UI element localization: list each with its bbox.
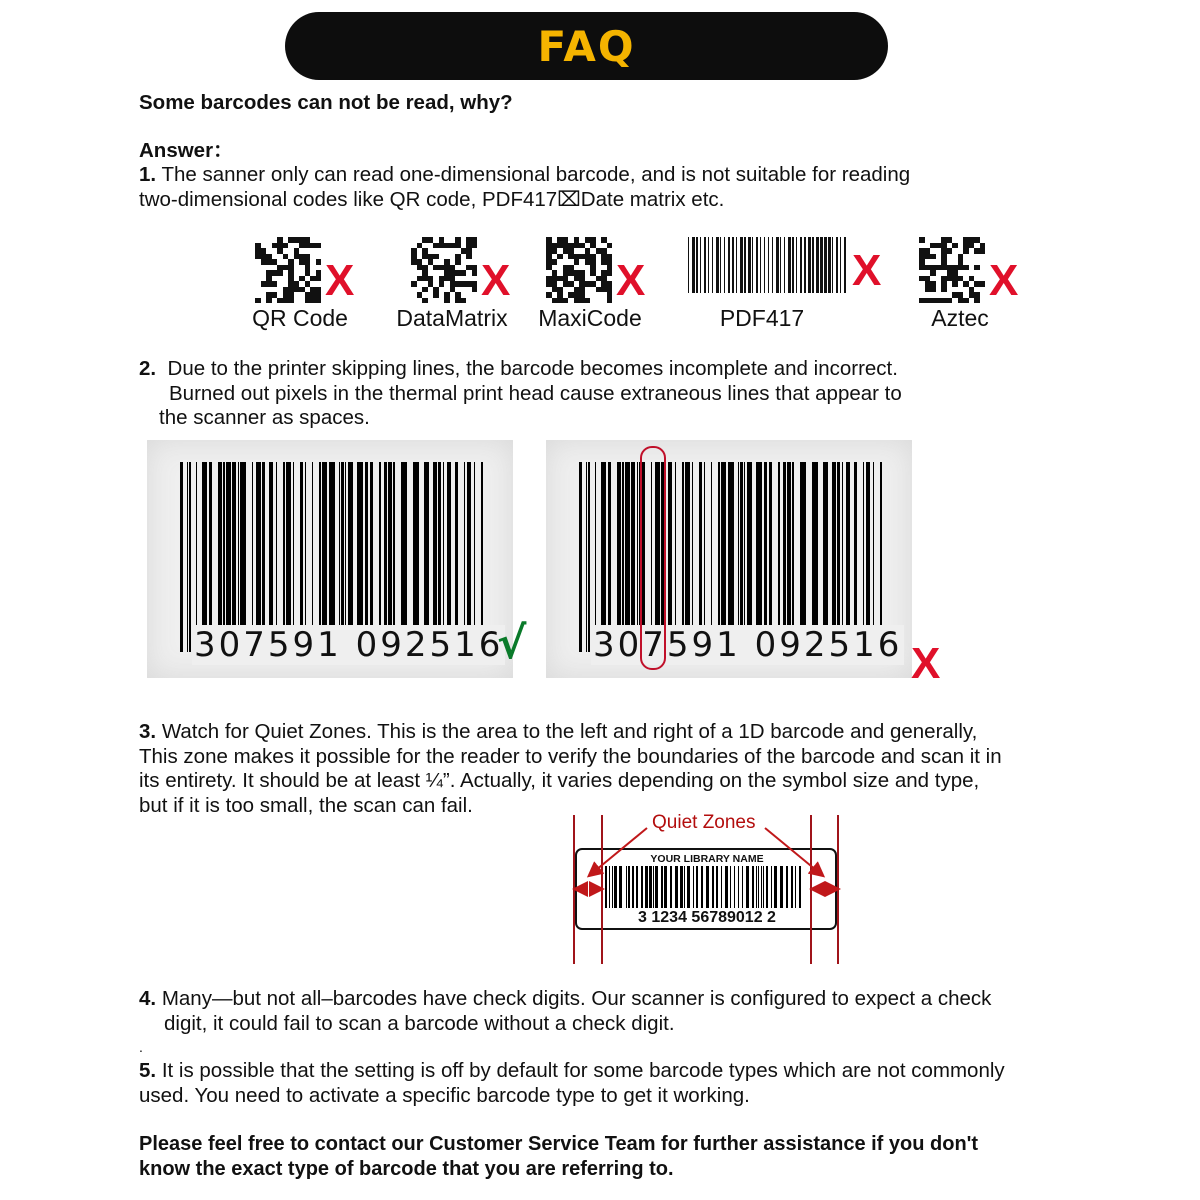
bar (305, 462, 306, 652)
bar (424, 462, 428, 652)
bar (769, 462, 772, 652)
bar (384, 462, 387, 652)
bar (388, 462, 392, 652)
library-name: YOUR LIBRARY NAME (650, 853, 764, 865)
bar (649, 866, 651, 908)
code-type-qr-code (255, 237, 354, 303)
bar (758, 866, 759, 908)
bar (609, 866, 610, 908)
bar (812, 462, 818, 652)
bar (605, 866, 607, 908)
bar (863, 462, 864, 652)
bar (699, 462, 702, 652)
bar (730, 866, 731, 908)
barcode-bad (546, 440, 912, 678)
bar (467, 462, 471, 652)
bar (706, 866, 709, 908)
bar (189, 462, 192, 652)
bar (586, 462, 587, 652)
bar (196, 462, 197, 652)
barcode-bars (579, 462, 889, 652)
bar (763, 866, 764, 908)
bar (628, 866, 630, 908)
quiet-zones-label: Quiet Zones (652, 812, 756, 833)
datamatrix-icon (411, 237, 477, 303)
code-type-pdf417 (688, 237, 881, 293)
item-number: 2. (139, 357, 157, 380)
bar (240, 462, 246, 652)
bar (341, 462, 344, 652)
item-line: Due to the printer skipping lines, the barcode becomes incomplete and incorrect. (167, 357, 898, 380)
code-type-label: DataMatrix (396, 305, 508, 331)
bar (778, 462, 781, 652)
bar (413, 462, 419, 652)
item-number: 1. (139, 163, 157, 186)
bar (622, 462, 625, 652)
bar (746, 866, 749, 908)
pdf417-icon (688, 237, 848, 293)
bar (443, 462, 444, 652)
bar (370, 462, 373, 652)
bar (664, 866, 666, 908)
bar (783, 462, 786, 652)
bar (756, 462, 762, 652)
bar (725, 866, 728, 908)
item-line: digit, it could fail to scan a barcode without a check digit. (164, 1011, 675, 1035)
bar (631, 462, 635, 652)
bar (675, 866, 678, 908)
bar (791, 866, 793, 908)
bar (345, 462, 346, 652)
bar (716, 866, 718, 908)
x-icon: X (481, 256, 511, 305)
item-line: It is possible that the setting is off by default for some barcode types which are not commonly (161, 1059, 1005, 1082)
question: Some barcodes can not be read, why? (139, 91, 513, 114)
bar (447, 462, 451, 652)
barcode-digits: 307591 092516 (593, 625, 903, 665)
bar (636, 866, 638, 908)
bar (712, 866, 714, 908)
bar (774, 866, 777, 908)
bar (670, 866, 672, 908)
faq-title: FAQ (537, 21, 636, 71)
bar (682, 462, 685, 652)
library-barcode-digits: 3 1234 56789012 2 (638, 909, 776, 926)
bar (626, 866, 628, 908)
bar (283, 462, 286, 652)
item-number: 5. (139, 1059, 157, 1082)
bar (632, 866, 634, 908)
bar (329, 462, 335, 652)
bar (747, 462, 751, 652)
bar (319, 462, 322, 652)
item-line: Burned out pixels in the thermal print head cause extraneous lines that appear to (169, 381, 902, 405)
item-number: 3. (139, 720, 157, 743)
bar (312, 462, 313, 652)
bar (588, 462, 591, 652)
bar (787, 462, 791, 652)
bar (742, 866, 743, 908)
bar (661, 866, 663, 908)
bar (866, 462, 870, 652)
check-icon: √ (497, 618, 527, 669)
bar (764, 462, 767, 652)
bar (687, 866, 690, 908)
quiet-zones-diagram (560, 812, 850, 967)
bar (293, 462, 294, 652)
bar (792, 462, 795, 652)
item-4 (139, 987, 991, 1036)
bar (728, 462, 734, 652)
item-line: its entirety. It should be at least ¼”. Actually, it varies depending on the symbol size and type, (139, 769, 980, 792)
item-line: two-dimensional codes like QR code, PDF417⌧Date matrix etc. (139, 187, 725, 211)
bar (744, 462, 745, 652)
bar (202, 462, 206, 652)
code-type-label: PDF417 (719, 305, 805, 331)
library-barcode-bars (605, 866, 807, 908)
bar (692, 462, 693, 652)
stray-dot: . (139, 1039, 143, 1055)
bar (637, 462, 638, 652)
bar (718, 462, 721, 652)
bar (756, 866, 757, 908)
item-line: but if it is too small, the scan can fail. (139, 793, 473, 817)
bar (761, 866, 762, 908)
bar (619, 866, 622, 908)
bar (474, 462, 475, 652)
item-number: 4. (139, 987, 157, 1010)
qr-code-icon (255, 237, 321, 303)
bar (846, 462, 850, 652)
closing-line: know the exact type of barcode that you are referring to. (139, 1157, 674, 1180)
item-line: the scanner as spaces. (159, 406, 370, 429)
item-line: The sanner only can read one-dimensional barcode, and is not suitable for reading (161, 163, 911, 186)
bar (232, 462, 236, 652)
bar (795, 866, 796, 908)
bar (625, 462, 629, 652)
bar (823, 462, 827, 652)
bar (401, 462, 407, 652)
defect-highlight (640, 446, 666, 670)
bar (880, 462, 883, 652)
bar (696, 866, 698, 908)
closing-note (139, 1132, 978, 1181)
bar (832, 462, 836, 652)
bar (752, 866, 754, 908)
item-5 (139, 1059, 1005, 1108)
bar (653, 866, 654, 908)
bar (180, 462, 183, 652)
bar (711, 462, 712, 652)
x-icon: X (325, 256, 355, 305)
bar (786, 866, 788, 908)
bar (645, 866, 648, 908)
bar (365, 462, 368, 652)
barcode-bars (180, 462, 490, 652)
bar (209, 462, 212, 652)
bar (262, 462, 265, 652)
bar (464, 462, 465, 652)
item-line: Watch for Quiet Zones. This is the area to the left and right of a 1D barcode and generally, (161, 720, 978, 743)
faq-header (285, 12, 888, 80)
x-icon: X (989, 256, 1019, 305)
item-2 (139, 357, 902, 431)
bar (612, 866, 613, 908)
maxicode-icon (546, 237, 612, 303)
bar (738, 462, 739, 652)
closing-line: Please feel free to contact our Customer Service Team for further assistance if you don't (139, 1133, 979, 1155)
bar (218, 462, 222, 652)
bar (854, 462, 857, 652)
bar (704, 462, 705, 652)
bar (379, 462, 382, 652)
bar (684, 866, 686, 908)
code-type-aztec (919, 237, 1018, 303)
bar (738, 866, 740, 908)
bar (693, 866, 694, 908)
item-3 (139, 720, 1002, 818)
bar (357, 462, 363, 652)
bar (740, 462, 743, 652)
aztec-icon (919, 237, 985, 303)
x-icon: X (852, 246, 882, 295)
bar (438, 462, 441, 652)
bar (721, 462, 725, 652)
x-icon: X (911, 639, 941, 688)
bar (226, 462, 230, 652)
bar (339, 462, 340, 652)
bar (393, 462, 396, 652)
bar (269, 462, 273, 652)
bar (701, 866, 703, 908)
bar (481, 462, 484, 652)
bar (675, 462, 676, 652)
code-type-label: MaxiCode (538, 305, 642, 331)
bar (300, 462, 303, 652)
item-line: This zone makes it possible for the reader to verify the boundaries of the barcode and scan it in (139, 744, 1002, 768)
item-line: used. You need to activate a specific barcode type to get it working. (139, 1083, 750, 1107)
bar (455, 462, 458, 652)
bar (685, 462, 689, 652)
bar (348, 462, 352, 652)
bar (641, 866, 643, 908)
bar (614, 866, 617, 908)
bar (595, 462, 596, 652)
bar (771, 866, 772, 908)
code-type-label: QR Code (252, 305, 348, 331)
bar (187, 462, 188, 652)
bar (286, 462, 290, 652)
bar (766, 866, 768, 908)
bar (608, 462, 611, 652)
bar (579, 462, 582, 652)
code-type-maxicode (546, 237, 645, 303)
barcode-good (147, 440, 513, 678)
bar (668, 462, 672, 652)
bar (322, 462, 326, 652)
bar (842, 462, 843, 652)
code-type-label: Aztec (931, 305, 989, 331)
bar (734, 866, 736, 908)
bar (256, 462, 262, 652)
code-type-datamatrix (411, 237, 510, 303)
bar (721, 866, 722, 908)
item-1 (139, 163, 910, 212)
bar (433, 462, 437, 652)
bar (238, 462, 239, 652)
bar (780, 866, 783, 908)
barcode-digits: 307591 092516 (194, 625, 504, 665)
bar (655, 866, 658, 908)
bar (837, 462, 840, 652)
bar (617, 462, 621, 652)
bar (223, 462, 226, 652)
bar (799, 866, 801, 908)
item-line: Many—but not all–barcodes have check digits. Our scanner is configured to expect a check (161, 987, 992, 1010)
bar (601, 462, 605, 652)
answer-label: Answer： (139, 139, 234, 162)
bar (873, 462, 874, 652)
x-icon: X (616, 256, 646, 305)
bar (680, 866, 683, 908)
bar (800, 462, 806, 652)
bar (276, 462, 277, 652)
bar (252, 462, 253, 652)
